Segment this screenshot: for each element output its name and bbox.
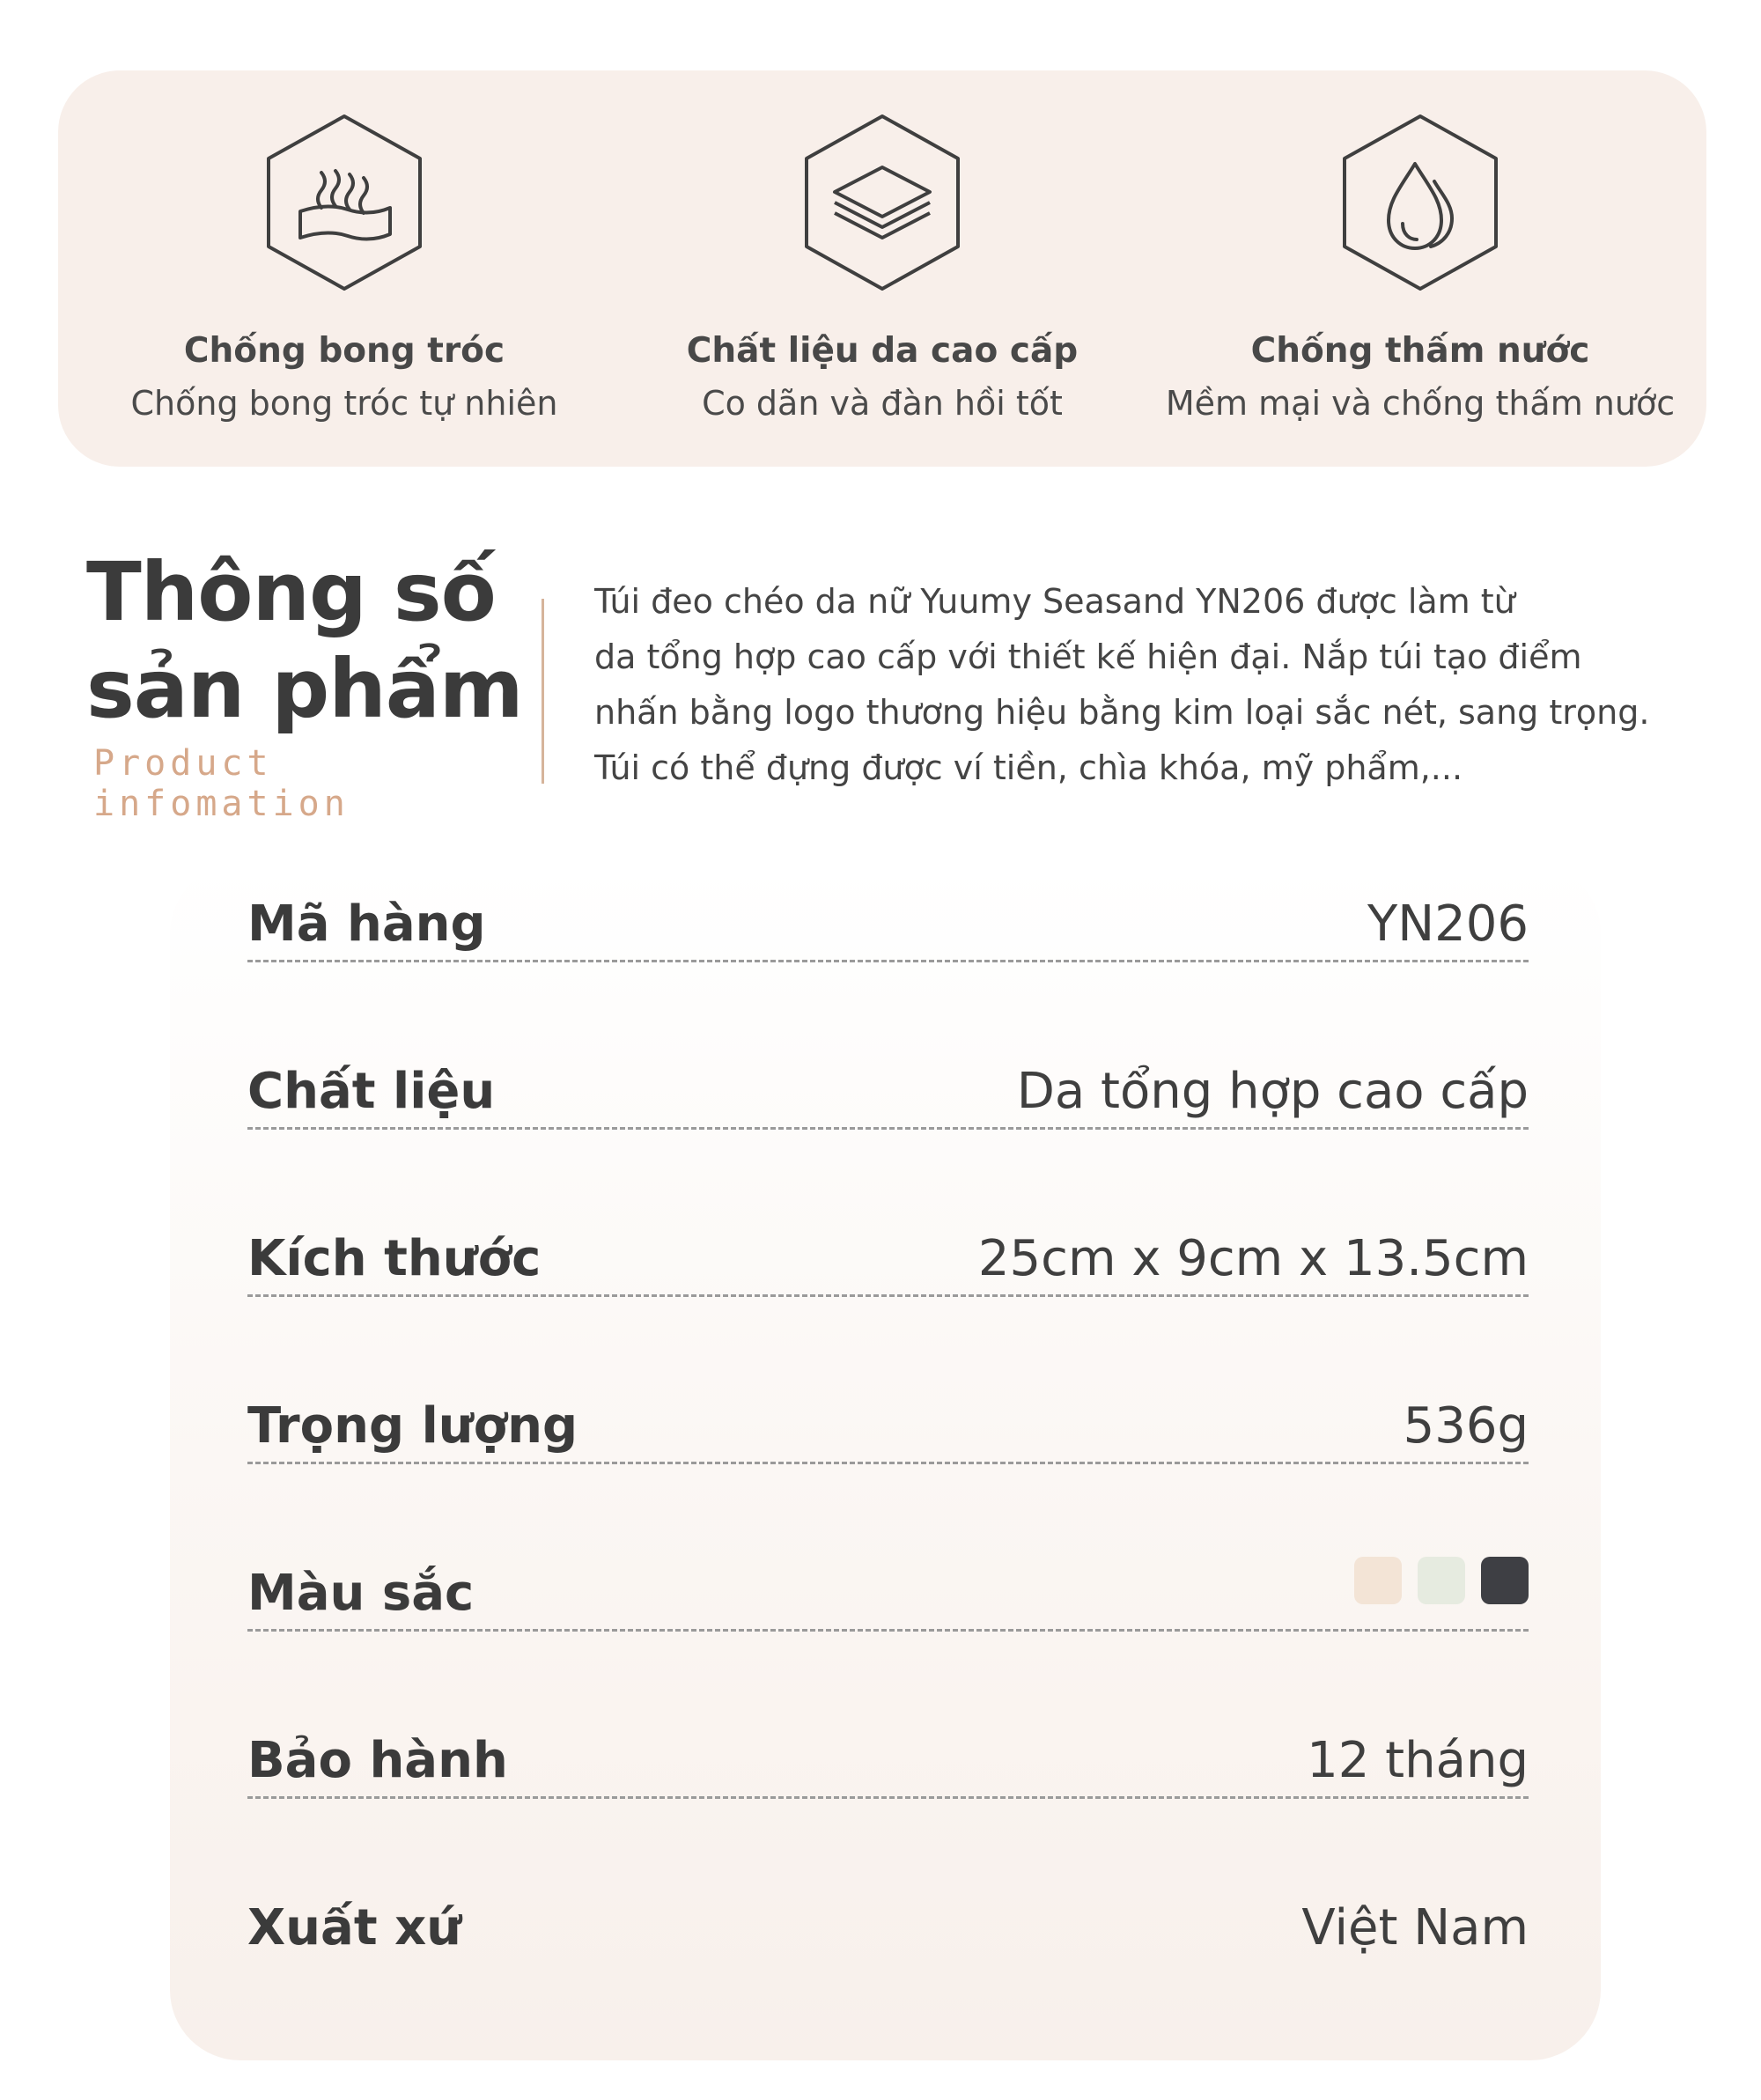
spec-value: 25cm x 9cm x 13.5cm	[977, 1230, 1529, 1287]
feature-title: Chất liệu da cao cấp	[686, 331, 1079, 371]
color-swatch-charcoal[interactable]	[1481, 1557, 1529, 1604]
spec-row-material	[247, 1030, 1529, 1130]
description-line: Túi có thể đựng được ví tiền, chìa khóa, mỹ phẩm,...	[594, 748, 1463, 787]
feature-leather	[609, 70, 1155, 467]
spec-label: Màu sắc	[247, 1565, 475, 1622]
heading-line-2: sản phẩm	[86, 642, 523, 736]
feature-title: Chống thấm nước	[1250, 331, 1590, 371]
spec-label: Mã hàng	[247, 895, 486, 953]
description-line: da tổng hợp cao cấp với thiết kế hiện đại. Nắp túi tạo điểm	[594, 637, 1582, 676]
color-swatch-sage[interactable]	[1418, 1557, 1465, 1604]
feature-description: Chống bong tróc tự nhiên	[130, 384, 558, 423]
description-line: Túi đeo chéo da nữ Yuumy Seasand YN206 được làm từ	[594, 582, 1515, 621]
spec-value: 536g	[1403, 1397, 1529, 1455]
spec-label: Xuất xứ	[247, 1899, 462, 1956]
spec-value: Da tổng hợp cao cấp	[1016, 1063, 1529, 1120]
description-line: nhấn bằng logo thương hiệu bằng kim loại sắc nét, sang trọng.	[594, 693, 1650, 732]
feature-waterproof	[1147, 70, 1693, 467]
specs-table	[170, 863, 1601, 2060]
product-description	[594, 574, 1713, 796]
spec-row-origin	[247, 1867, 1529, 1964]
feature-title: Chống bong tróc	[183, 331, 505, 371]
spec-value: YN206	[1367, 895, 1529, 953]
anti-peel-icon	[263, 113, 425, 292]
color-swatches	[1354, 1557, 1529, 1604]
divider	[542, 599, 544, 784]
spec-label: Kích thước	[247, 1230, 542, 1287]
heading-subtitle: Product infomation	[93, 743, 350, 824]
color-swatch-beige[interactable]	[1354, 1557, 1402, 1604]
spec-row-warranty	[247, 1699, 1529, 1799]
feature-description: Co dãn và đàn hồi tốt	[702, 384, 1063, 423]
spec-row-colors	[247, 1532, 1529, 1632]
spec-row-size	[247, 1197, 1529, 1297]
spec-label: Trọng lượng	[247, 1397, 578, 1455]
spec-value: Việt Nam	[1301, 1899, 1529, 1956]
section-heading	[86, 544, 544, 824]
features-panel	[58, 70, 1706, 467]
heading-line-1: Thông số	[86, 545, 496, 639]
spec-label: Bảo hành	[247, 1732, 508, 1789]
spec-row-code	[247, 863, 1529, 962]
feature-description: Mềm mại và chống thấm nước	[1165, 384, 1676, 423]
spec-row-weight	[247, 1365, 1529, 1464]
spec-value: 12 tháng	[1307, 1732, 1529, 1789]
leather-layers-icon	[801, 113, 963, 292]
feature-anti-peel	[71, 70, 617, 467]
spec-label: Chất liệu	[247, 1063, 496, 1120]
water-drop-icon	[1339, 113, 1501, 292]
